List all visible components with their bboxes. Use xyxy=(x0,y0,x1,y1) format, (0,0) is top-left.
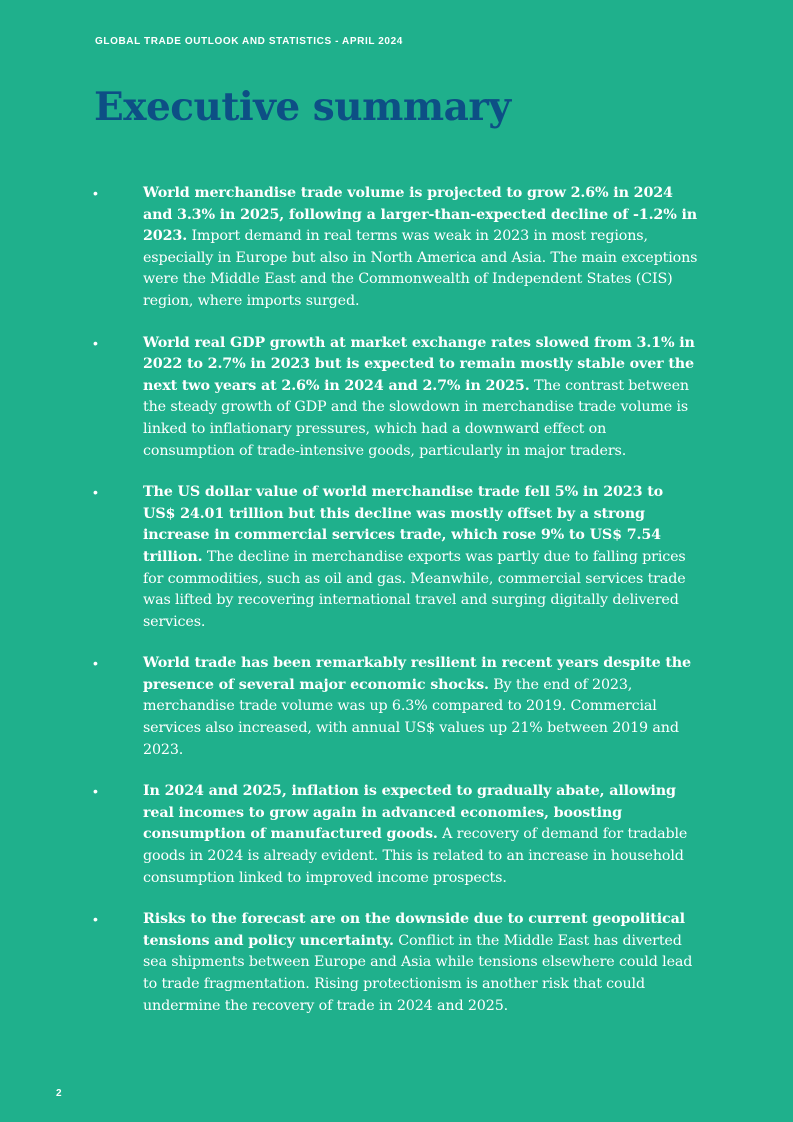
bullet-text xyxy=(143,333,699,463)
bullet-marker-icon: • xyxy=(93,783,98,800)
bullet-body: By the end of 2023, merchandise trade volume was up 6.3% compared to 2019. Commercial services also increased, with annual US$ values up 21% between 2019 and 2023. xyxy=(143,676,679,758)
running-header: GLOBAL TRADE OUTLOOK AND STATISTICS - APRIL 2024 xyxy=(95,36,403,47)
page-number: 2 xyxy=(56,1088,62,1099)
bullet-text xyxy=(143,909,699,1017)
summary-bullet-6 xyxy=(93,909,699,1017)
bullet-body: A recovery of demand for tradable goods in 2024 is already evident. This is related to an increase in household consumption linked to improved income prospects. xyxy=(143,826,688,886)
page-title: Executive summary xyxy=(94,84,511,130)
summary-bullet-4 xyxy=(93,653,699,761)
bullet-text xyxy=(143,653,699,761)
bullet-marker-icon: • xyxy=(93,911,98,928)
bullet-lead: Risks to the forecast are on the downside due to current geopolitical tensions and policy uncertainty. xyxy=(143,911,685,949)
bullet-lead: World trade has been remarkably resilient in recent years despite the presence of several major economic shocks. xyxy=(143,655,691,693)
bullet-body: The decline in merchandise exports was partly due to falling prices for commodities, such as oil and gas. Meanwhile, commercial services trade was lifted by recovering international travel and surging digitally delivered services. xyxy=(143,548,686,630)
bullet-text xyxy=(143,482,699,633)
summary-bullet-5 xyxy=(93,781,699,889)
summary-bullet-list xyxy=(93,183,699,1037)
bullet-body: Import demand in real terms was weak in 2023 in most regions, especially in Europe but also in North America and Asia. The main exceptions were the Middle East and the Commonwealth of Independent States (CIS) region, where imports surged. xyxy=(143,228,698,309)
bullet-marker-icon: • xyxy=(93,655,98,672)
bullet-text xyxy=(143,781,699,889)
bullet-lead: World real GDP growth at market exchange rates slowed from 3.1% in 2022 to 2.7% in 2023 but is expected to remain mostly stable over the next two years at 2.6% in 2024 and 2.7% in 2025. xyxy=(143,334,695,394)
bullet-text xyxy=(143,183,699,313)
bullet-marker-icon: • xyxy=(93,185,98,201)
bullet-body: The contrast between the steady growth of GDP and the slowdown in merchandise trade volume is linked to inflationary pressures, which had a downward effect on consumption of trade-intensive goods, particularly in major traders. xyxy=(143,377,689,459)
summary-bullet-3 xyxy=(93,482,699,633)
bullet-lead: The US dollar value of world merchandise trade fell 5% in 2023 to US$ 24.01 trillion but this decline was mostly offset by a strong increase in commercial services trade, which rose 9% to US$ 7.54 trillion. xyxy=(143,484,664,565)
summary-bullet-1 xyxy=(93,183,699,313)
bullet-lead: World merchandise trade volume is projected to grow 2.6% in 2024 and 3.3% in 2025, following a larger-than-expected decline of -1.2% in 2023. xyxy=(143,185,698,245)
bullet-lead: In 2024 and 2025, inflation is expected to gradually abate, allowing real incomes to grow again in advanced economies, boosting consumption of manufactured goods. xyxy=(143,783,676,843)
bullet-body: Conflict in the Middle East has diverted sea shipments between Europe and Asia while tensions elsewhere could lead to trade fragmentation. Rising protectionism is another risk that could undermine the recovery of trade in 2024 and 2025. xyxy=(143,932,693,1014)
bullet-marker-icon: • xyxy=(93,334,98,351)
summary-bullet-2 xyxy=(93,333,699,463)
bullet-marker-icon: • xyxy=(93,484,98,501)
